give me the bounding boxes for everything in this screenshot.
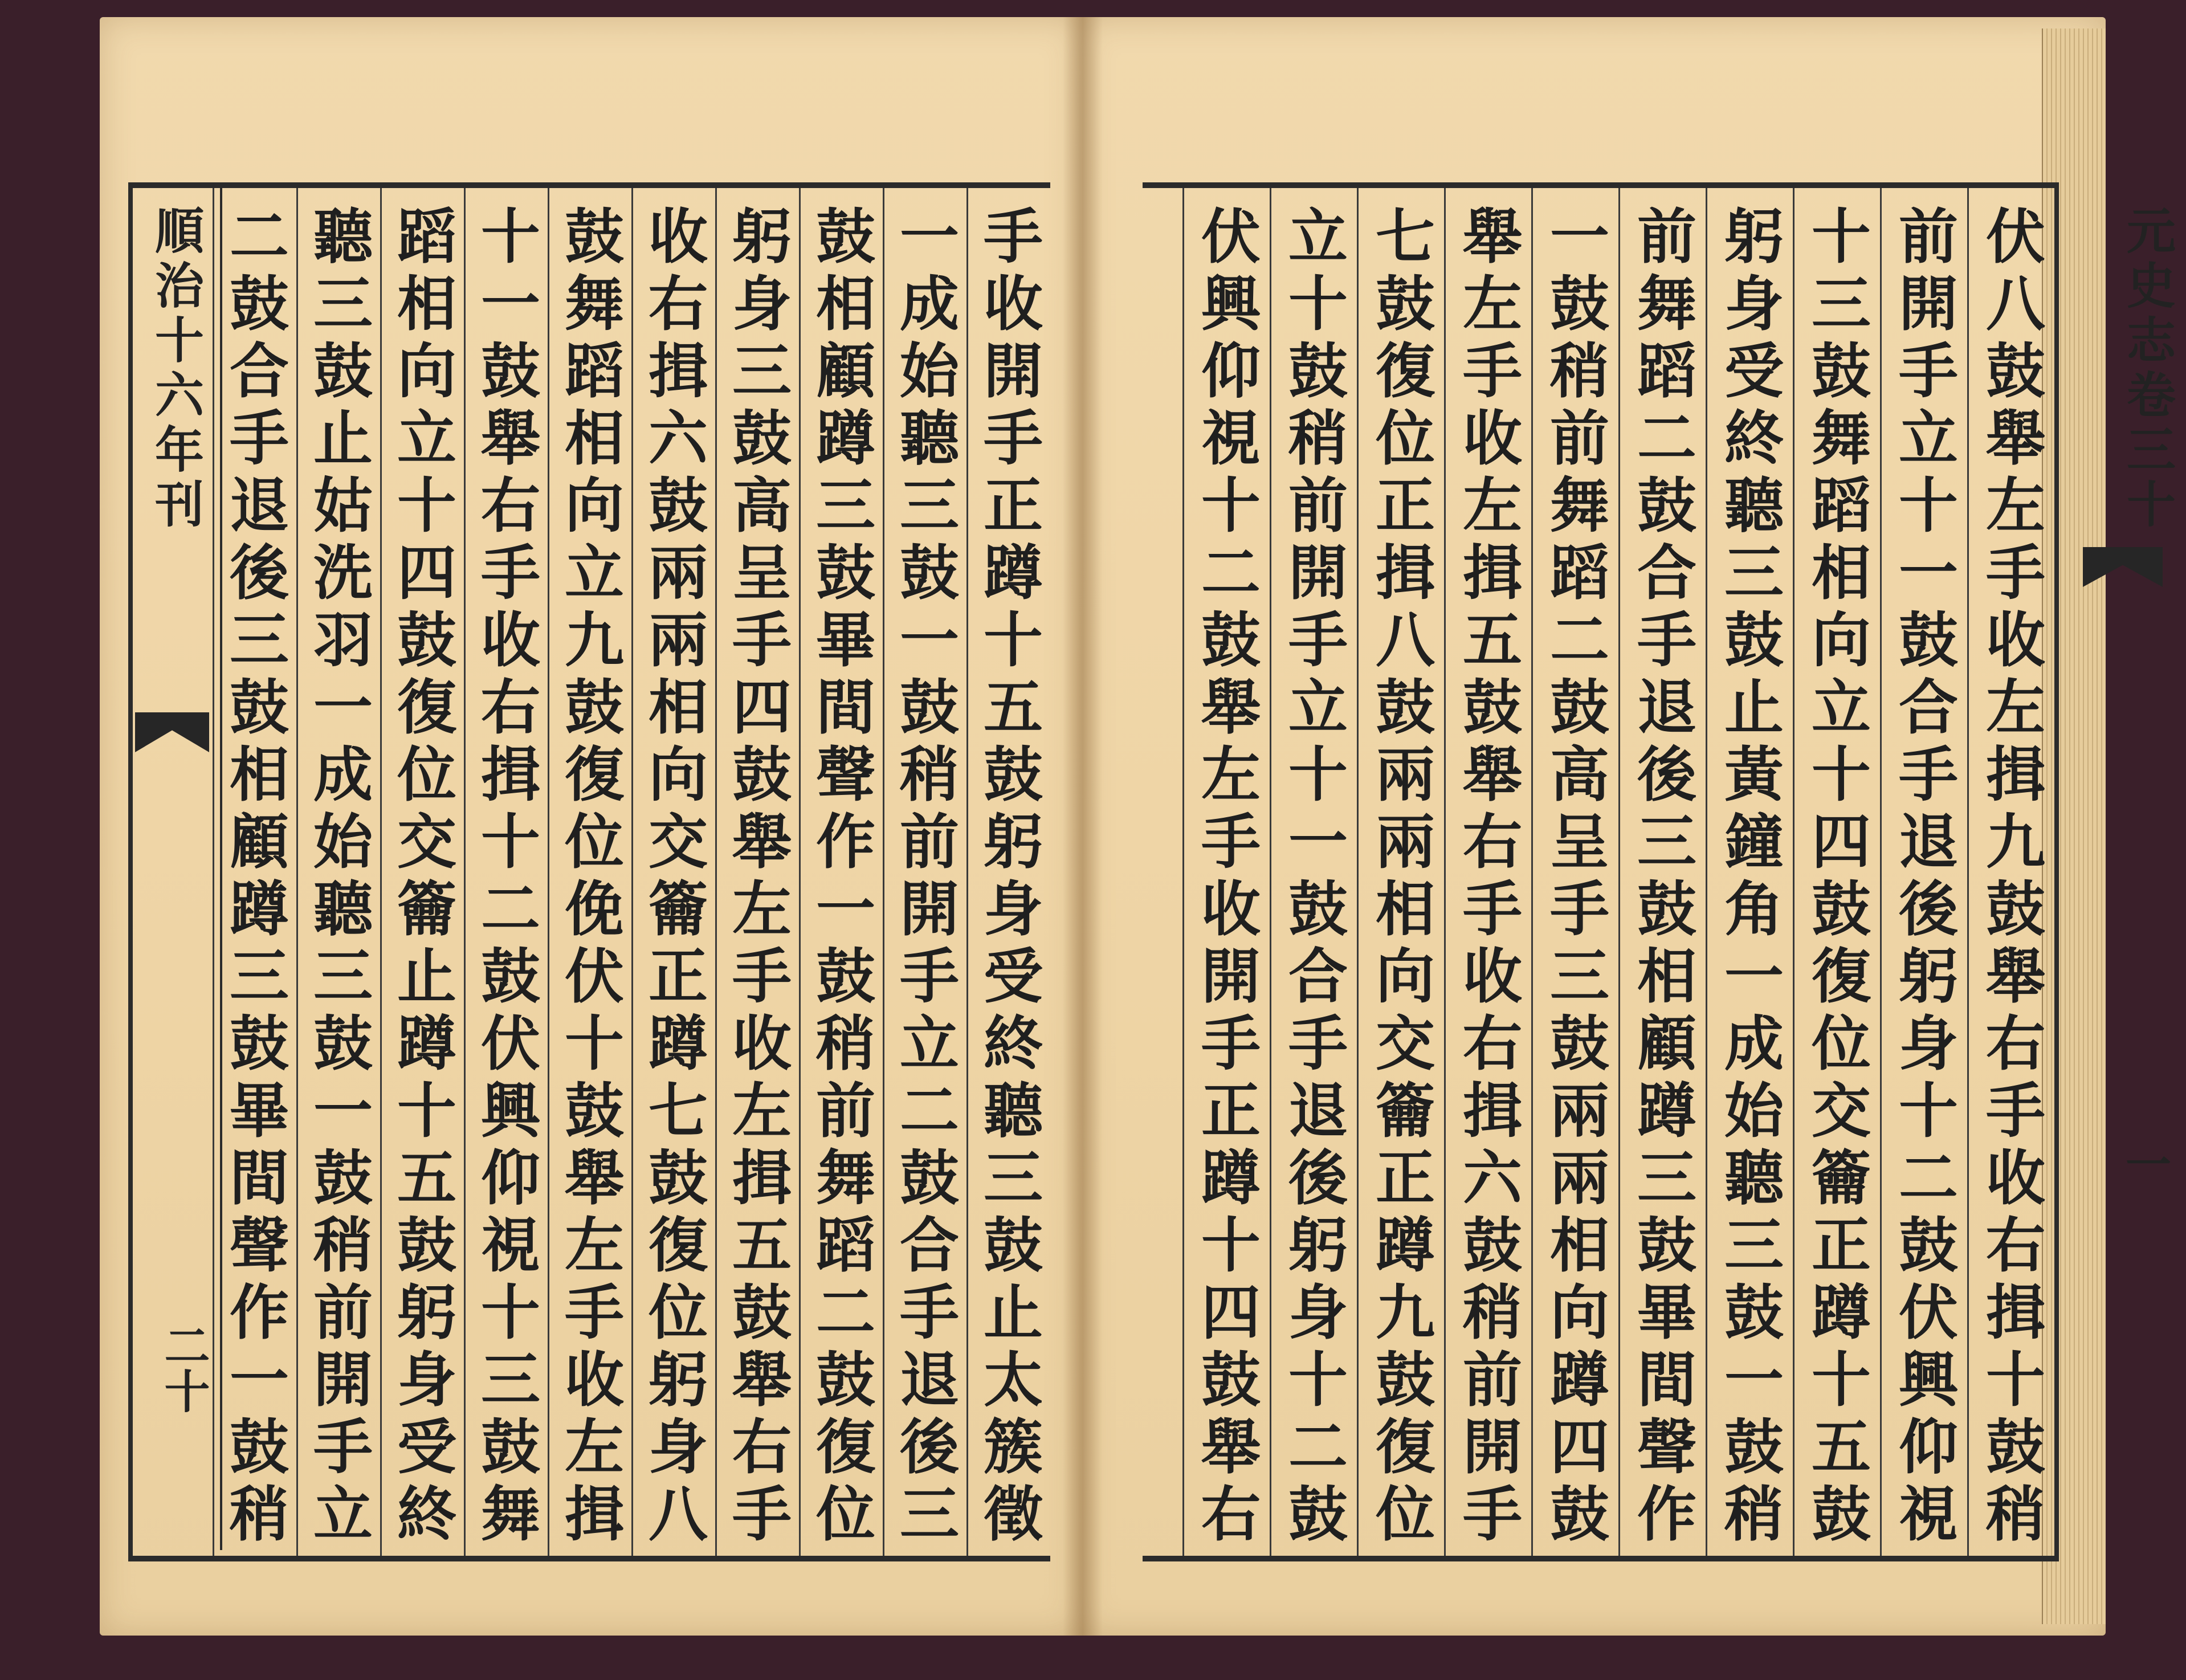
- book-spread: [100, 17, 2176, 1636]
- volume-title: 元史志卷三十: [2118, 205, 2176, 533]
- text-column: 躬身受終聽三鼓止黃鐘角一成始聽三鼓一鼓稍: [1706, 188, 1793, 1556]
- text-column: 蹈相向立十四鼓復位交籥止蹲十五鼓躬身受終: [380, 188, 464, 1556]
- fish-tail-mark: [135, 712, 209, 752]
- right-text-frame: [1143, 182, 2059, 1561]
- text-column: 一鼓稍前舞蹈二鼓高呈手三鼓兩兩相向蹲四鼓: [1531, 188, 1618, 1556]
- text-column: 十三鼓舞蹈相向立十四鼓復位交籥正蹲十五鼓: [1793, 188, 1880, 1556]
- text-column: 立十鼓稍前開手立十一鼓合手退後躬身十二鼓: [1270, 188, 1357, 1556]
- text-column: 鼓相顧蹲三鼓畢間聲作一鼓稍前舞蹈二鼓復位: [799, 188, 883, 1556]
- book-gutter: [1063, 17, 1103, 1636]
- text-column: 聽三鼓止姑洗羽一成始聽三鼓一鼓稍前開手立: [296, 188, 380, 1556]
- text-column: 躬身三鼓高呈手四鼓舉左手收左揖五鼓舉右手: [715, 188, 799, 1556]
- text-column: 伏興仰視十二鼓舉左手收開手正蹲十四鼓舉右: [1182, 188, 1270, 1556]
- text-column: 一成始聽三鼓一鼓稍前開手立二鼓合手退後三: [883, 188, 966, 1556]
- text-column: 伏八鼓舉左手收左揖九鼓舉右手收右揖十鼓稍: [1967, 188, 2054, 1556]
- text-column: 十一鼓舉右手收右揖十二鼓伏興仰視十三鼓舞: [464, 188, 548, 1556]
- text-column: 手收開手正蹲十五鼓躬身受終聽三鼓止太簇徵: [966, 188, 1050, 1556]
- text-column: 七鼓復位正揖八鼓兩兩相向交籥正蹲九鼓復位: [1357, 188, 1444, 1556]
- right-columns: [1143, 188, 2054, 1556]
- left-columns: [213, 188, 1050, 1556]
- left-margin-column: [128, 182, 222, 1550]
- text-column: 舉左手收左揖五鼓舉右手收右揖六鼓稍前開手: [1444, 188, 1531, 1556]
- text-column: 二鼓合手退後三鼓相顧蹲三鼓畢間聲作一鼓稍: [213, 188, 296, 1556]
- text-column: 前舞蹈二鼓合手退後三鼓相顧蹲三鼓畢間聲作: [1618, 188, 1706, 1556]
- text-column: 收右揖六鼓兩兩相向交籥正蹲七鼓復位躬身八: [631, 188, 715, 1556]
- right-page-number: 一: [2126, 1138, 2171, 1192]
- text-column: 鼓舞蹈相向立九鼓復位俛伏十鼓舉左手收左揖: [548, 188, 631, 1556]
- left-page-number: 二十: [157, 1322, 210, 1413]
- left-text-frame: [128, 182, 1050, 1561]
- publication-note: 順治十六年刊: [146, 205, 204, 533]
- text-column: 前開手立十一鼓合手退後躬身十二鼓伏興仰視: [1880, 188, 1967, 1556]
